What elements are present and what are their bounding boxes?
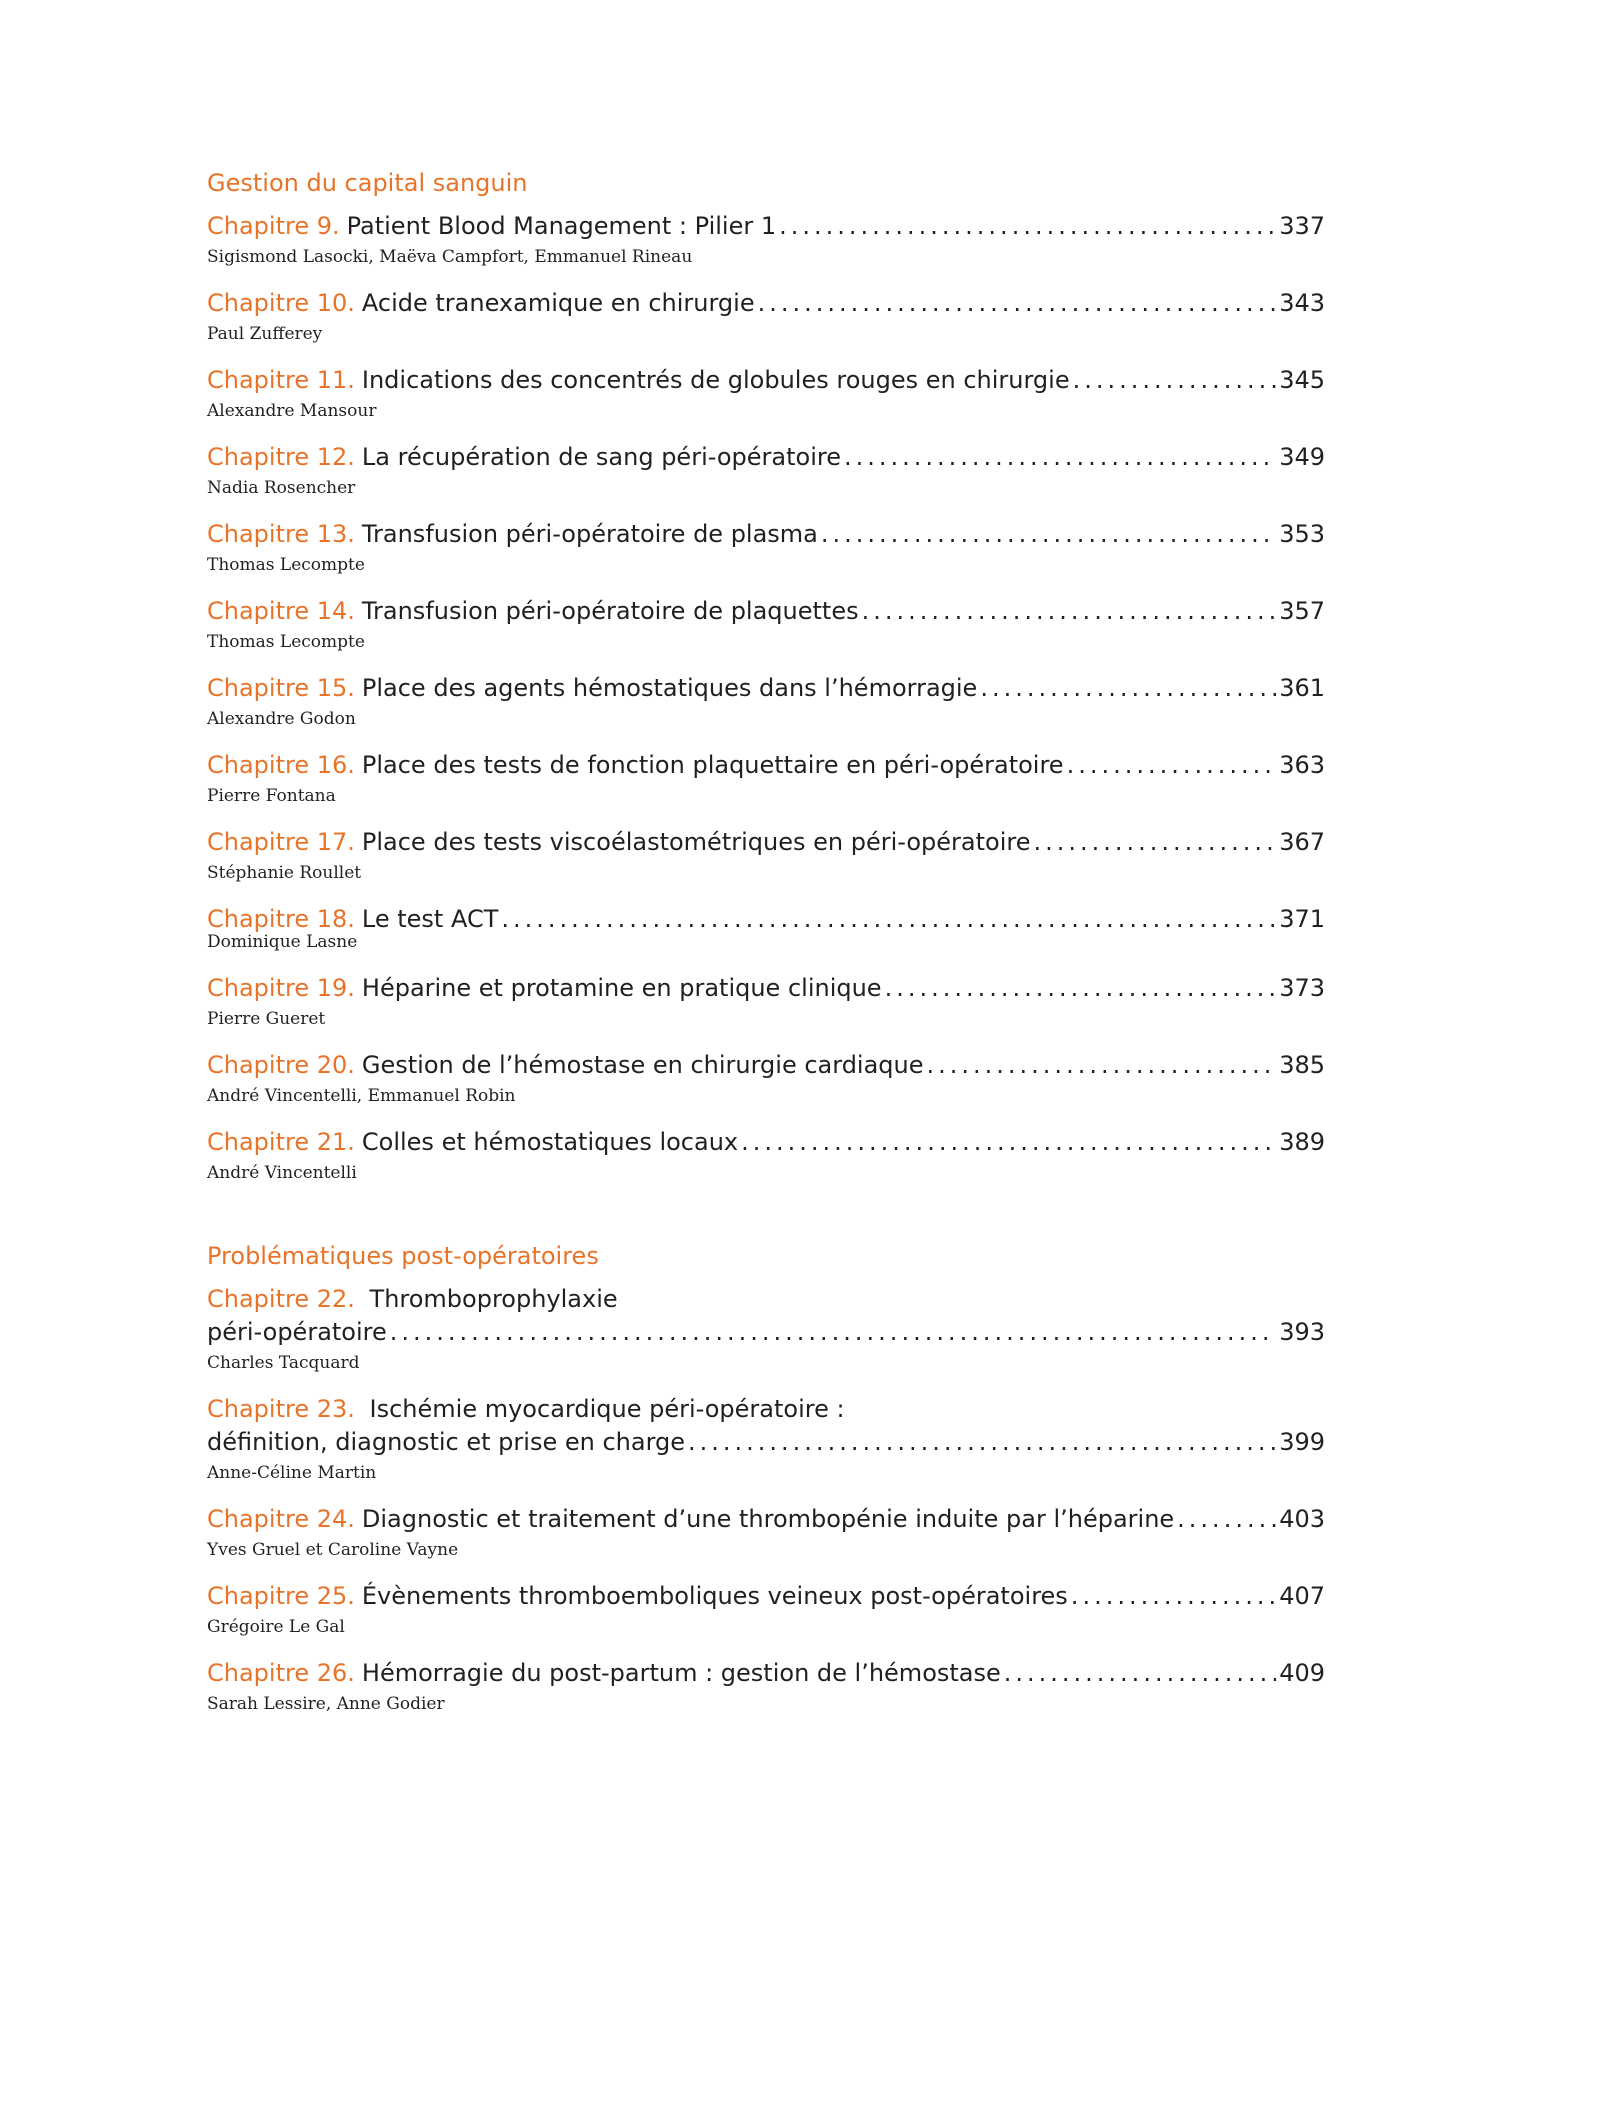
dot-leader bbox=[741, 1126, 1276, 1159]
chapter-title: Ischémie myocardique péri-opératoire : bbox=[369, 1395, 845, 1423]
toc-entry bbox=[207, 1126, 1325, 1185]
chapter-label: Chapitre 17. bbox=[207, 828, 355, 856]
chapter-title: Indications des concentrés de globules rouges en chirurgie bbox=[361, 366, 1070, 394]
toc-entry-line bbox=[207, 826, 1325, 859]
toc-entry bbox=[207, 749, 1325, 808]
chapter-title: Évènements thromboemboliques veineux post-opératoires bbox=[361, 1582, 1068, 1610]
page-number: 389 bbox=[1279, 1128, 1325, 1156]
toc-entry-line bbox=[207, 672, 1325, 705]
dot-leader bbox=[1067, 749, 1277, 782]
chapter-authors: Grégoire Le Gal bbox=[207, 1617, 345, 1637]
toc-entry-line bbox=[207, 1316, 1325, 1349]
chapter-title: Hémorragie du post-partum : gestion de l’hémostase bbox=[361, 1659, 1001, 1687]
toc-entry-first-line bbox=[207, 1283, 1325, 1316]
chapter-label: Chapitre 25. bbox=[207, 1582, 355, 1610]
page-number: 385 bbox=[1279, 1051, 1325, 1079]
chapter-authors: Alexandre Mansour bbox=[207, 401, 377, 421]
dot-leader bbox=[779, 210, 1276, 243]
toc-entry-line bbox=[207, 441, 1325, 474]
chapter-authors: Thomas Lecompte bbox=[207, 632, 365, 652]
page-number: 393 bbox=[1279, 1318, 1325, 1346]
chapter-title: Place des tests de fonction plaquettaire en péri-opératoire bbox=[361, 751, 1064, 779]
chapter-label: Chapitre 12. bbox=[207, 443, 355, 471]
chapter-authors: André Vincentelli bbox=[207, 1163, 357, 1183]
toc-entry bbox=[207, 672, 1325, 731]
toc-entry-line bbox=[207, 1126, 1325, 1159]
chapter-authors: Charles Tacquard bbox=[207, 1353, 360, 1373]
chapter-title: Place des agents hémostatiques dans l’hémorragie bbox=[361, 674, 978, 702]
page-number: 367 bbox=[1279, 828, 1325, 856]
toc-entry-line bbox=[207, 518, 1325, 551]
toc-entry bbox=[207, 287, 1325, 346]
toc-entry-line bbox=[207, 1049, 1325, 1082]
toc-entry bbox=[207, 518, 1325, 577]
chapter-title: La récupération de sang péri-opératoire bbox=[361, 443, 841, 471]
chapter-title: Héparine et protamine en pratique clinique bbox=[361, 974, 882, 1002]
toc-entry bbox=[207, 364, 1325, 423]
chapter-authors: Paul Zufferey bbox=[207, 324, 323, 344]
chapter-authors: Alexandre Godon bbox=[207, 709, 356, 729]
dot-leader bbox=[390, 1316, 1276, 1349]
dot-leader bbox=[1177, 1503, 1276, 1536]
chapter-title-continued: définition, diagnostic et prise en charge bbox=[207, 1428, 686, 1456]
chapter-title: Place des tests viscoélastométriques en péri-opératoire bbox=[361, 828, 1031, 856]
toc-entry bbox=[207, 210, 1325, 269]
dot-leader bbox=[980, 672, 1276, 705]
toc-entry bbox=[207, 595, 1325, 654]
chapter-title: Acide tranexamique en chirurgie bbox=[361, 289, 755, 317]
chapter-title: Transfusion péri-opératoire de plasma bbox=[361, 520, 818, 548]
chapter-authors: Nadia Rosencher bbox=[207, 478, 356, 498]
toc-entry bbox=[207, 1657, 1325, 1716]
toc-entry-line bbox=[207, 1580, 1325, 1613]
chapter-label: Chapitre 22. bbox=[207, 1285, 355, 1313]
dot-leader bbox=[821, 518, 1276, 551]
chapter-title: Transfusion péri-opératoire de plaquettes bbox=[361, 597, 859, 625]
dot-leader bbox=[688, 1426, 1276, 1459]
page-number: 337 bbox=[1279, 212, 1325, 240]
toc-entry bbox=[207, 1580, 1325, 1639]
toc-entry-line bbox=[207, 972, 1325, 1005]
chapter-label: Chapitre 14. bbox=[207, 597, 355, 625]
chapter-label: Chapitre 26. bbox=[207, 1659, 355, 1687]
chapter-title-continued: péri-opératoire bbox=[207, 1318, 387, 1346]
chapter-label: Chapitre 23. bbox=[207, 1395, 355, 1423]
table-of-contents bbox=[207, 168, 1325, 1734]
toc-entry-line bbox=[207, 364, 1325, 397]
chapter-authors: Pierre Fontana bbox=[207, 786, 336, 806]
dot-leader bbox=[501, 903, 1276, 936]
chapter-label: Chapitre 11. bbox=[207, 366, 355, 394]
page-number: 343 bbox=[1279, 289, 1325, 317]
page-number: 357 bbox=[1279, 597, 1325, 625]
chapter-label: Chapitre 18. bbox=[207, 905, 355, 933]
toc-entry bbox=[207, 1393, 1325, 1485]
chapter-label: Chapitre 21. bbox=[207, 1128, 355, 1156]
toc-entry-line bbox=[207, 1426, 1325, 1459]
toc-entry bbox=[207, 972, 1325, 1031]
dot-leader bbox=[1033, 826, 1276, 859]
page-number: 373 bbox=[1279, 974, 1325, 1002]
chapter-label: Chapitre 9. bbox=[207, 212, 340, 240]
chapter-authors: Stéphanie Roullet bbox=[207, 863, 362, 883]
chapter-title: Colles et hémostatiques locaux bbox=[361, 1128, 739, 1156]
dot-leader bbox=[1073, 364, 1277, 397]
toc-entry-line bbox=[207, 210, 1325, 243]
section-title: Problématiques post-opératoires bbox=[207, 1242, 599, 1270]
dot-leader bbox=[844, 441, 1276, 474]
chapter-label: Chapitre 20. bbox=[207, 1051, 355, 1079]
page-number: 349 bbox=[1279, 443, 1325, 471]
chapter-authors: Sigismond Lasocki, Maëva Campfort, Emmanuel Rineau bbox=[207, 247, 693, 267]
chapter-title: Diagnostic et traitement d’une thrombopénie induite par l’héparine bbox=[361, 1505, 1175, 1533]
page-number: 361 bbox=[1279, 674, 1325, 702]
toc-entry bbox=[207, 441, 1325, 500]
dot-leader bbox=[862, 595, 1277, 628]
chapter-authors: Yves Gruel et Caroline Vayne bbox=[207, 1540, 459, 1560]
chapter-authors: André Vincentelli, Emmanuel Robin bbox=[207, 1086, 516, 1106]
toc-entry-line bbox=[207, 287, 1325, 320]
toc-entry-line bbox=[207, 595, 1325, 628]
dot-leader bbox=[885, 972, 1277, 1005]
page-number: 371 bbox=[1279, 905, 1325, 933]
toc-entry bbox=[207, 826, 1325, 885]
page-number: 345 bbox=[1279, 366, 1325, 394]
page-number: 399 bbox=[1279, 1428, 1325, 1456]
section-title: Gestion du capital sanguin bbox=[207, 169, 528, 197]
toc-entry-first-line bbox=[207, 1393, 1325, 1426]
toc-entry-line bbox=[207, 1657, 1325, 1690]
chapter-title: Thromboprophylaxie bbox=[369, 1285, 618, 1313]
chapter-label: Chapitre 19. bbox=[207, 974, 355, 1002]
toc-entry-line bbox=[207, 1503, 1325, 1536]
chapter-title: Gestion de l’hémostase en chirurgie cardiaque bbox=[361, 1051, 924, 1079]
page-number: 409 bbox=[1279, 1659, 1325, 1687]
chapter-label: Chapitre 24. bbox=[207, 1505, 355, 1533]
toc-entry bbox=[207, 1283, 1325, 1375]
toc-entry bbox=[207, 1049, 1325, 1108]
chapter-authors: Pierre Gueret bbox=[207, 1009, 326, 1029]
chapter-label: Chapitre 15. bbox=[207, 674, 355, 702]
toc-entry bbox=[207, 1503, 1325, 1562]
page-number: 363 bbox=[1279, 751, 1325, 779]
chapter-authors: Thomas Lecompte bbox=[207, 555, 365, 575]
dot-leader bbox=[1004, 1657, 1276, 1690]
chapter-label: Chapitre 16. bbox=[207, 751, 355, 779]
toc-entry-line bbox=[207, 749, 1325, 782]
chapter-title: Le test ACT bbox=[361, 905, 499, 933]
toc-entry bbox=[207, 903, 1325, 954]
toc-entry-line bbox=[207, 903, 1325, 936]
chapter-label: Chapitre 10. bbox=[207, 289, 355, 317]
page-number: 353 bbox=[1279, 520, 1325, 548]
chapter-authors: Sarah Lessire, Anne Godier bbox=[207, 1694, 445, 1714]
page-number: 407 bbox=[1279, 1582, 1325, 1610]
chapter-title: Patient Blood Management : Pilier 1 bbox=[346, 212, 777, 240]
chapter-label: Chapitre 13. bbox=[207, 520, 355, 548]
dot-leader bbox=[927, 1049, 1277, 1082]
dot-leader bbox=[758, 287, 1277, 320]
dot-leader bbox=[1071, 1580, 1276, 1613]
chapter-authors: Dominique Lasne bbox=[207, 932, 358, 952]
chapter-authors: Anne-Céline Martin bbox=[207, 1463, 377, 1483]
page-number: 403 bbox=[1279, 1505, 1325, 1533]
